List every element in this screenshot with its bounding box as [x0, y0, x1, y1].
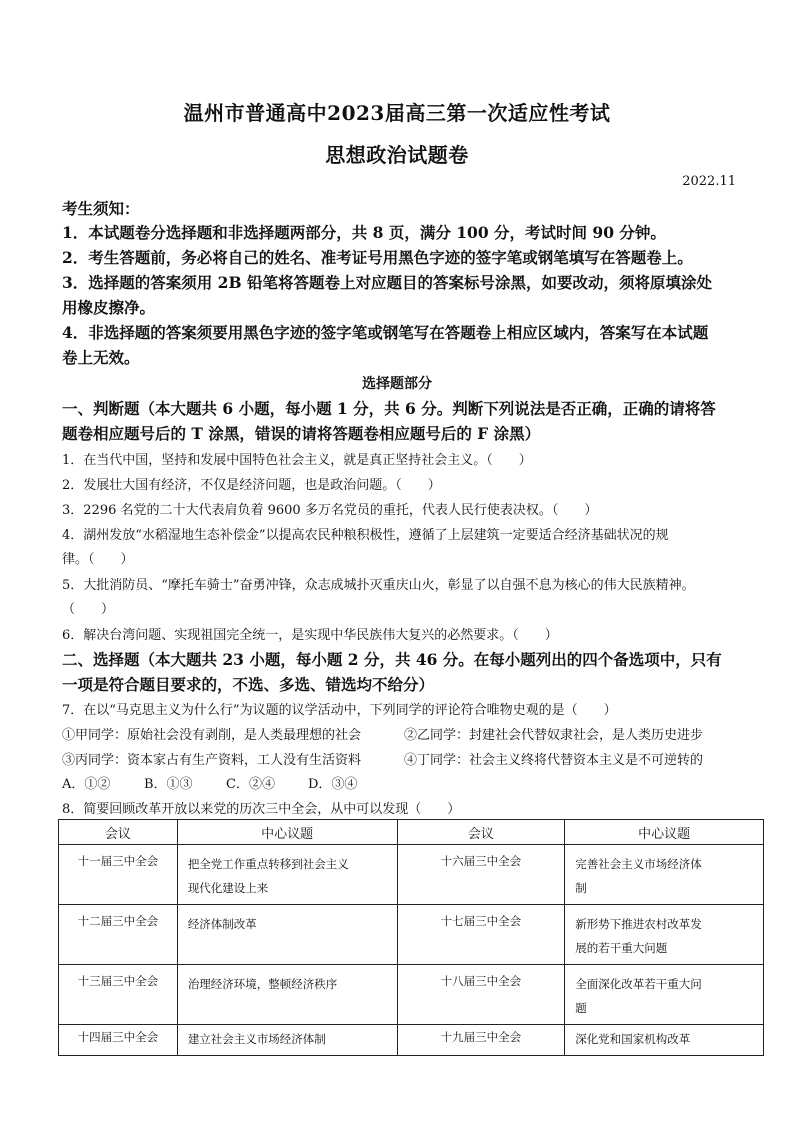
topic-line: 建立社会主义市场经济体制: [187, 1032, 326, 1046]
table-header: 中心议题: [177, 820, 397, 845]
topic-line: 经济体制改革: [187, 917, 257, 931]
topic-line: 完善社会主义市场经济体: [575, 857, 702, 871]
notice-item: 3．选择题的答案须用 2B 铅笔将答题卷上对应题目的答案标号涂黑，如要改动，须将原填涂处: [62, 273, 712, 292]
exam-date: 2022.11: [682, 174, 736, 189]
question-4: 4．湖州发放“水稻湿地生态补偿金”以提高农民种粮积极性，遵循了上层建筑一定要适合经济基础状况的规: [62, 528, 669, 543]
table-header: 会议: [59, 820, 178, 845]
topic-line: 题: [575, 1001, 587, 1015]
section-title: 选择题部分: [362, 376, 432, 392]
question-6: 6．解决台湾问题、实现祖国完全统一，是实现中华民族伟大复兴的必然要求。（ ）: [62, 628, 558, 643]
table-cell: [177, 905, 397, 965]
part2-heading-cont: 一项是符合题目要求的，不选、多选、错选均不给分）: [62, 675, 435, 694]
q7-option-2: ②乙同学：封建社会代替奴隶社会，是人类历史进步: [404, 728, 704, 743]
table-row: [59, 1025, 764, 1056]
topic-line: 全面深化改革若干重大问: [575, 977, 702, 991]
q7-option-row: [62, 724, 738, 743]
part1-heading-cont: 题卷相应题号后的 T 涂黑，错误的请将答题卷相应题号后的 F 涂黑）: [62, 424, 541, 443]
topic-line: 现代化建设上来: [187, 881, 269, 895]
question-4-cont: 律。（ ）: [62, 552, 134, 567]
q7-choice-d: D．③④: [308, 777, 358, 792]
q7-option-3: ③丙同学：资本家占有生产资料，工人没有生活资料: [62, 753, 362, 768]
q7-choice-b: B．①③: [144, 777, 193, 792]
notice-item: 卷上无效。: [62, 348, 140, 367]
table-cell: [565, 905, 764, 965]
notice-heading: 考生须知：: [62, 199, 140, 218]
table-header: 会议: [397, 820, 565, 845]
question-1: 1．在当代中国，坚持和发展中国特色社会主义，就是真正坚持社会主义。（ ）: [62, 453, 532, 468]
q7-option-row: [62, 749, 738, 768]
table-cell: [565, 965, 764, 1025]
table-row: [59, 845, 764, 905]
notice-item: 2．考生答题前，务必将自己的姓名、准考证号用黑色字迹的签字笔或钢笔填写在答题卷上。: [62, 248, 693, 267]
table-row: [59, 905, 764, 965]
topic-line: 把全党工作重点转移到社会主义: [187, 857, 349, 871]
exam-title: 温州市普通高中2023届高三第一次适应性考试: [183, 101, 611, 125]
table-header-row: [59, 820, 764, 845]
notice-item: 4．非选择题的答案须要用黑色字迹的签字笔或钢笔写在答题卷上相应区域内，答案写在本试题: [62, 323, 709, 342]
plenary-table: [58, 819, 764, 1056]
q7-option-4: ④丁同学：社会主义终将代替资本主义是不可逆转的: [404, 753, 704, 768]
exam-subtitle: 思想政治试题卷: [325, 143, 469, 167]
topic-line: 制: [575, 881, 587, 895]
part2-heading: 二、选择题（本大题共 23 小题，每小题 2 分，共 46 分。在每小题列出的四个备选项中，只有: [62, 650, 722, 669]
table-cell: 十一届三中全会: [59, 845, 178, 905]
question-2: 2．发展壮大国有经济，不仅是经济问题，也是政治问题。（ ）: [62, 478, 441, 493]
q7-choice-c: C．②④: [226, 777, 275, 792]
q7-choices: [62, 773, 738, 792]
table-cell: 十九届三中全会: [397, 1025, 565, 1056]
q7-option-1: ①甲同学：原始社会没有剥削，是人类最理想的社会: [62, 728, 362, 743]
question-8: 8．简要回顾改革开放以来党的历次三中全会，从中可以发现（ ）: [62, 802, 461, 817]
table-cell: 十二届三中全会: [59, 905, 178, 965]
question-3: 3．2296 名党的二十大代表肩负着 9600 多万名党员的重托，代表人民行使表决权。（ ）: [62, 503, 598, 518]
notice-item: 用橡皮擦净。: [62, 298, 156, 317]
part1-heading: 一、判断题（本大题共 6 小题，每小题 1 分，共 6 分。判断下列说法是否正确，正确的请将答: [62, 399, 716, 418]
table-cell: 十七届三中全会: [397, 905, 565, 965]
table-cell: [177, 965, 397, 1025]
table-cell: 十三届三中全会: [59, 965, 178, 1025]
q7-choice-a: A．①②: [62, 777, 111, 792]
question-5-cont: （ ）: [62, 602, 115, 617]
table-row: [59, 965, 764, 1025]
table-cell: 十八届三中全会: [397, 965, 565, 1025]
topic-line: 新形势下推进农村改革发: [575, 917, 702, 931]
topic-line: 治理经济环境，整顿经济秩序: [187, 977, 338, 991]
table-cell: [177, 1025, 397, 1056]
topic-line: 深化党和国家机构改革: [575, 1032, 691, 1046]
table-cell: 十六届三中全会: [397, 845, 565, 905]
topic-line: 展的若干重大问题: [575, 941, 668, 955]
table-cell: [565, 845, 764, 905]
table-header: 中心议题: [565, 820, 764, 845]
table-cell: 十四届三中全会: [59, 1025, 178, 1056]
table-cell: [177, 845, 397, 905]
notice-item: 1．本试题卷分选择题和非选择题两部分，共 8 页，满分 100 分，考试时间 90 分钟。: [62, 223, 666, 242]
table-cell: [565, 1025, 764, 1056]
question-5: 5．大批消防员、“摩托车骑士”奋勇冲锋，众志成城扑灭重庆山火，彰显了以自强不息为核心的伟大民族精神。: [62, 578, 695, 593]
question-7: 7．在以“马克思主义为什么行”为议题的议学活动中，下列同学的评论符合唯物史观的是（ ）: [62, 703, 617, 718]
